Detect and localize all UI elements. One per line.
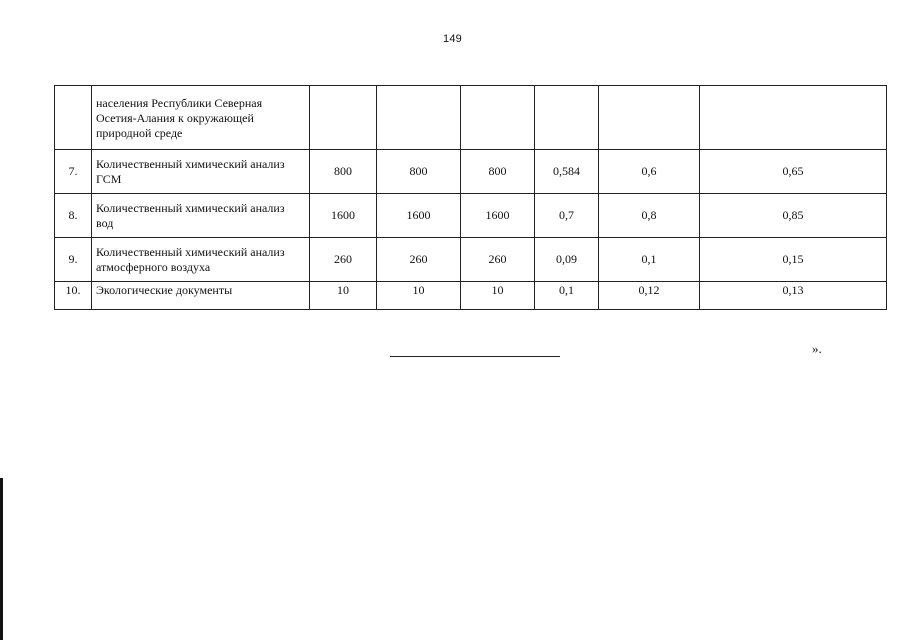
value-cell: 0,1 [535,282,599,310]
page-number: 149 [443,33,462,45]
row-name [92,282,310,310]
scan-margin-bar [0,478,3,640]
value-cell [599,86,700,150]
signature-line [390,356,560,357]
closing-quote-mark: ». [812,341,822,356]
value-cell: 10 [377,282,461,310]
value-cell: 260 [461,238,535,282]
value-cell [310,86,377,150]
row-name-line: Количественный химический анализ [96,156,285,171]
value-cell: 0,8 [599,194,700,238]
value-cell: 0,09 [535,238,599,282]
table-row [55,238,887,282]
row-name-line: атмосферного воздуха [96,259,211,274]
table-row [55,86,887,150]
row-name-line: Осетия-Алания к окружающей [96,110,254,125]
row-name [92,86,310,150]
value-cell: 800 [377,150,461,194]
value-cell: 800 [461,150,535,194]
row-name-line: ГСМ [96,171,122,186]
row-number: 9. [55,238,92,282]
value-cell: 0,65 [700,150,887,194]
value-cell: 0,1 [599,238,700,282]
row-name-line: Экологические документы [96,283,233,297]
row-number [55,86,92,150]
value-cell: 1600 [461,194,535,238]
value-cell: 260 [377,238,461,282]
value-cell [377,86,461,150]
table-row [55,150,887,194]
value-cell: 1600 [377,194,461,238]
row-number: 8. [55,194,92,238]
table-row [55,282,887,310]
row-name [92,150,310,194]
value-cell: 0,6 [599,150,700,194]
row-name-line: природной среде [96,125,183,140]
value-cell: 0,13 [700,282,887,310]
value-cell: 10 [310,282,377,310]
value-cell: 0,15 [700,238,887,282]
table-row [55,194,887,238]
row-name-line: вод [96,215,114,230]
value-cell [461,86,535,150]
row-name-line: Количественный химический анализ [96,244,285,259]
value-cell: 260 [310,238,377,282]
value-cell: 0,584 [535,150,599,194]
row-number: 10. [55,282,92,310]
value-cell: 1600 [310,194,377,238]
value-cell: 0,7 [535,194,599,238]
value-cell [535,86,599,150]
value-cell: 0,12 [599,282,700,310]
row-name-line: Количественный химический анализ [96,200,285,215]
value-cell: 800 [310,150,377,194]
row-number: 7. [55,150,92,194]
value-cell: 10 [461,282,535,310]
value-cell [700,86,887,150]
row-name [92,238,310,282]
row-name [92,194,310,238]
cost-table [54,85,887,310]
row-name-line: населения Республики Северная [96,95,263,110]
value-cell: 0,85 [700,194,887,238]
